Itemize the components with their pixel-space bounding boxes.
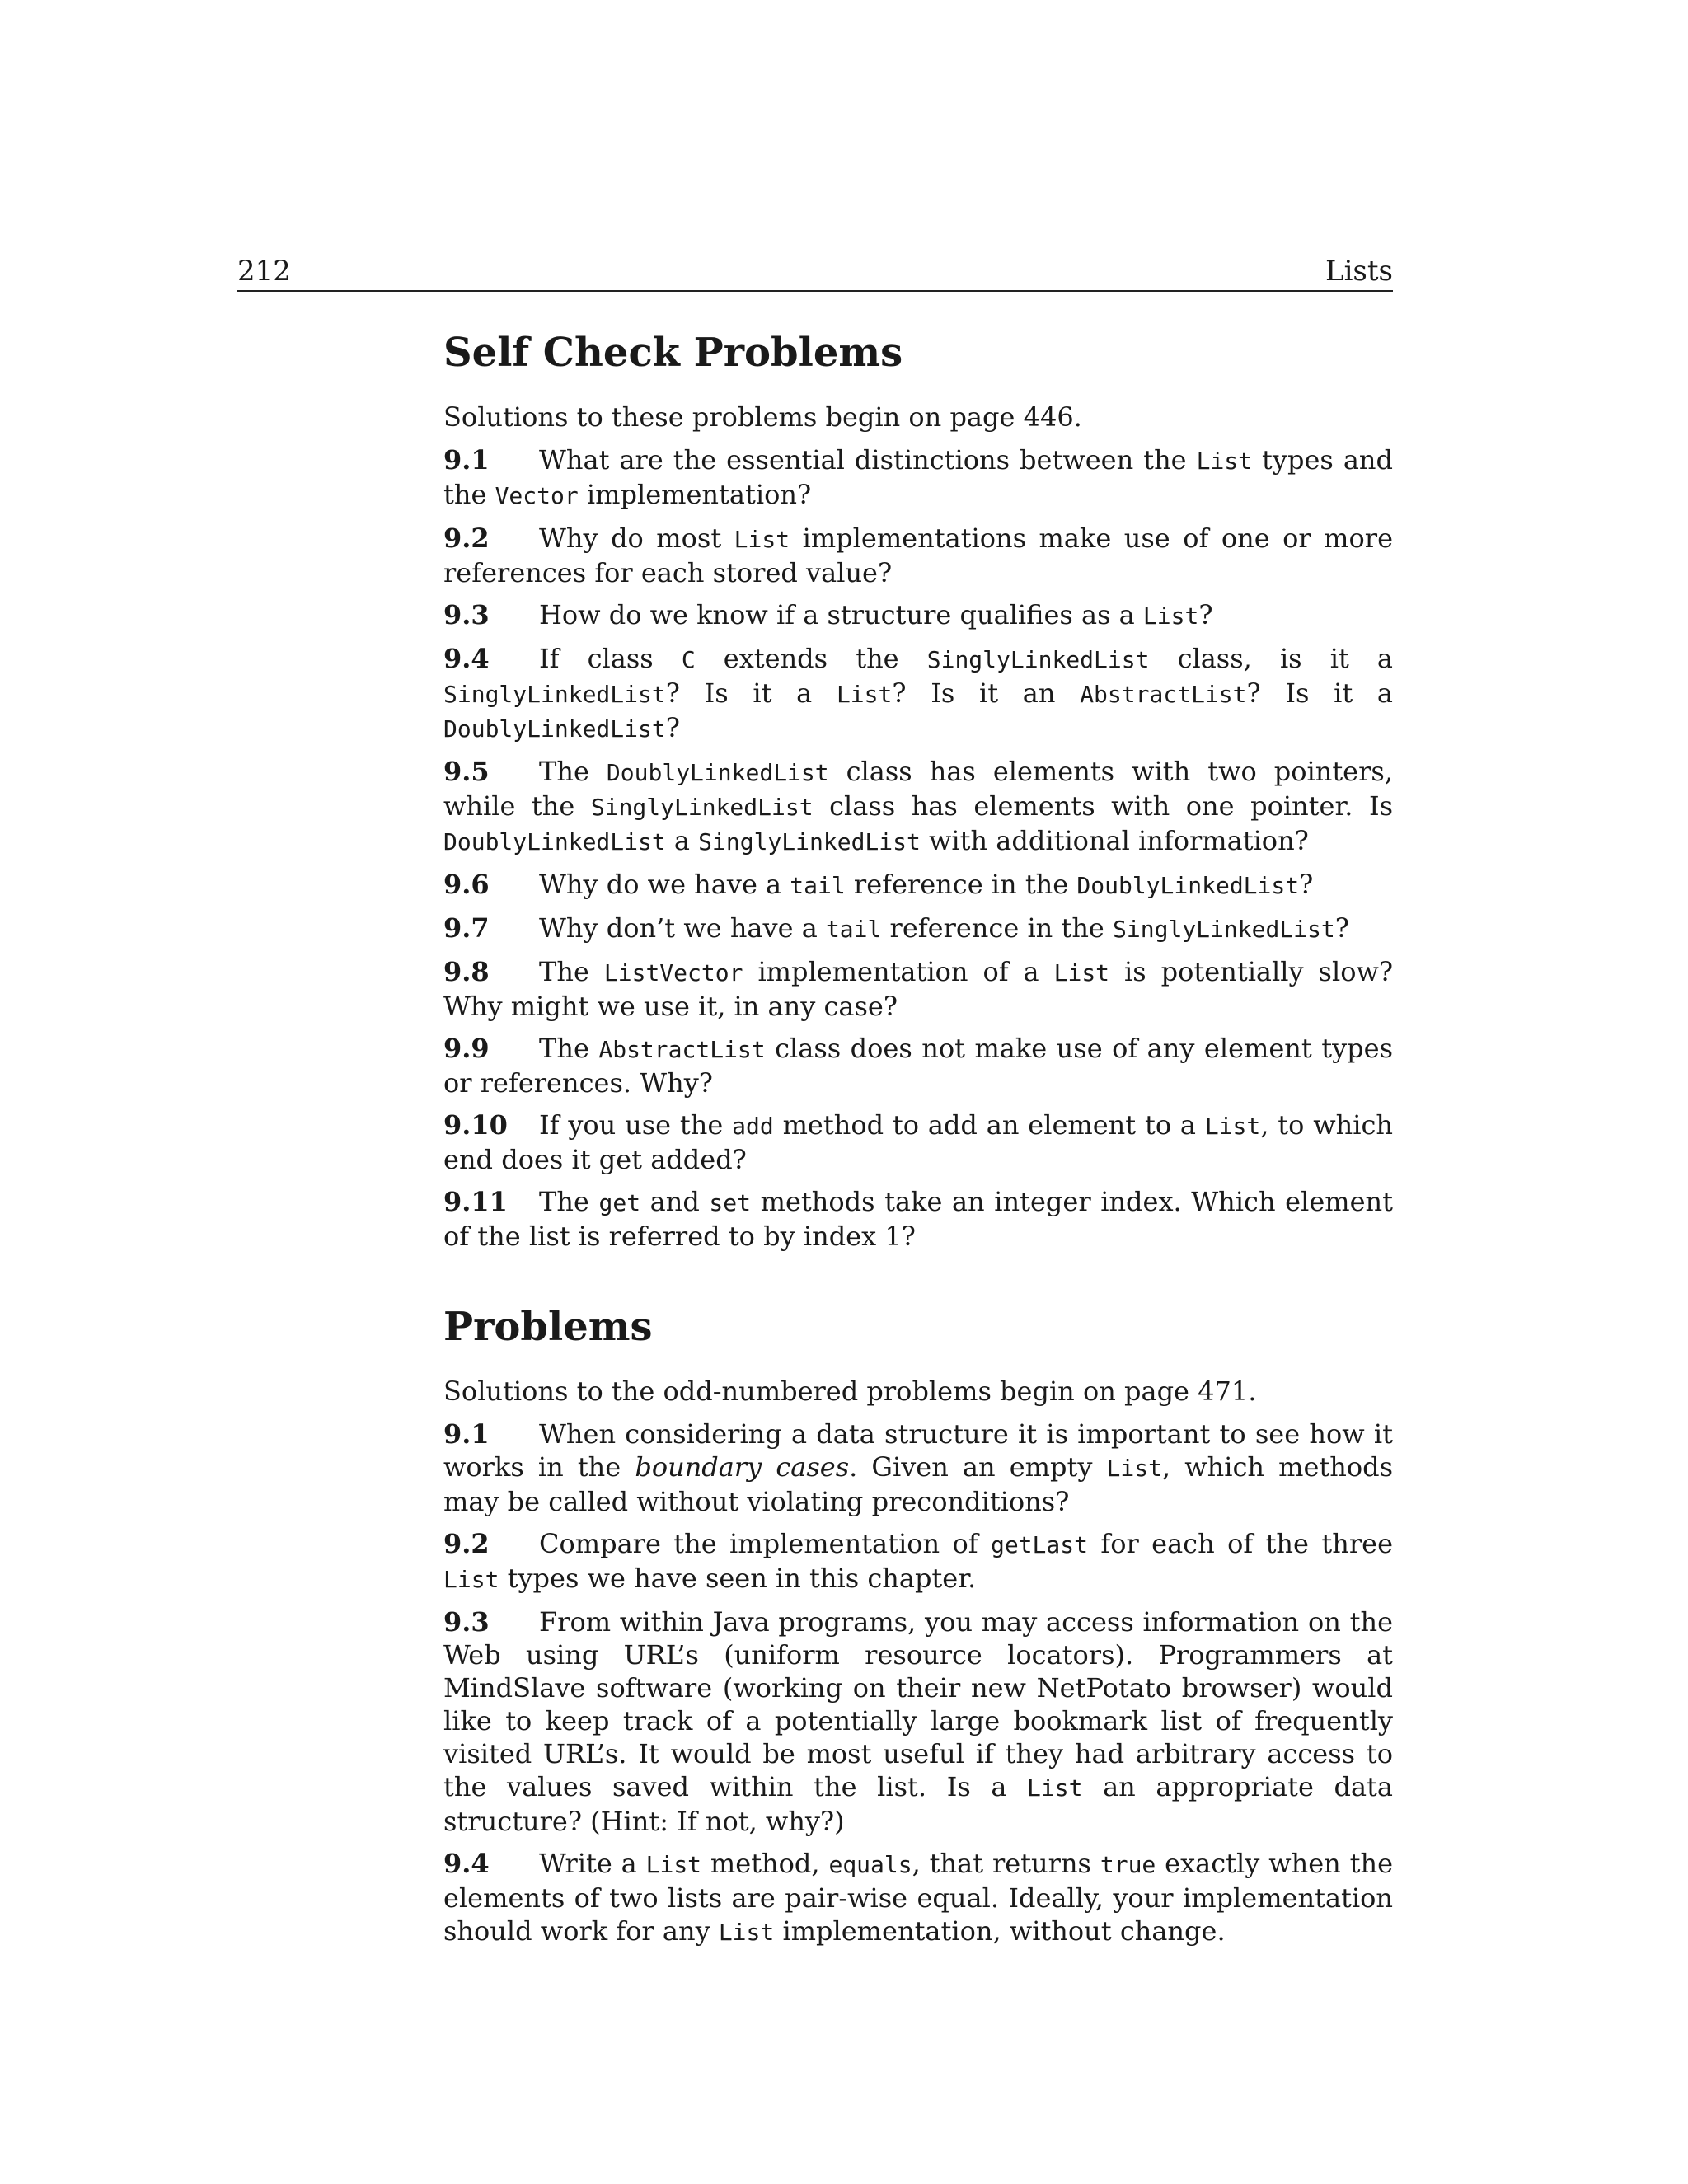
code-text: List bbox=[1196, 448, 1253, 475]
item-text: Compare the implementation of bbox=[539, 1528, 991, 1559]
code-text: List bbox=[734, 526, 790, 553]
code-text: DoublyLinkedList bbox=[443, 828, 666, 855]
code-text: List bbox=[1027, 1774, 1083, 1802]
item-text: If you use the bbox=[539, 1109, 733, 1141]
code-text: add bbox=[732, 1113, 774, 1140]
item-text: a bbox=[665, 825, 699, 856]
item-text: , which methods may be called without violating preconditions? bbox=[443, 1451, 1394, 1517]
self-check-item bbox=[443, 642, 1393, 746]
item-text: implementation of a bbox=[743, 956, 1054, 987]
item-text: If class bbox=[539, 643, 682, 674]
self-check-intro: Solutions to these problems begin on page 446. bbox=[443, 401, 1082, 433]
item-text: extends the bbox=[695, 643, 927, 674]
item-text: Why don’t we have a bbox=[539, 912, 826, 944]
code-text: SinglyLinkedList bbox=[698, 828, 921, 855]
problem-item-number: 9.4 bbox=[443, 1848, 490, 1879]
self-check-item bbox=[443, 522, 1393, 589]
code-text: List bbox=[1204, 1113, 1261, 1140]
self-check-item bbox=[443, 1032, 1393, 1099]
self-check-item-number: 9.10 bbox=[443, 1109, 508, 1141]
code-text: DoublyLinkedList bbox=[443, 715, 666, 743]
self-check-item-number: 9.5 bbox=[443, 756, 490, 787]
self-check-item-number: 9.8 bbox=[443, 956, 490, 987]
item-text: types we have seen in this chapter. bbox=[499, 1563, 977, 1594]
code-text: set bbox=[709, 1189, 751, 1216]
problem-item bbox=[443, 1847, 1393, 1949]
item-text: The bbox=[539, 1033, 599, 1064]
self-check-heading: Self Check Problems bbox=[443, 330, 903, 376]
code-text: List bbox=[1142, 602, 1199, 630]
item-text: . Given an empty bbox=[849, 1451, 1107, 1483]
self-check-item-number: 9.11 bbox=[443, 1186, 508, 1217]
item-text: When considering a data structure it is important to see how it works in the bbox=[443, 1418, 1393, 1483]
item-text: implementation, without change. bbox=[774, 1915, 1226, 1947]
code-text: tail bbox=[825, 916, 882, 943]
item-text: ? Is it a bbox=[665, 677, 837, 709]
item-text: implementation? bbox=[578, 479, 812, 510]
item-text: method to add an element to a bbox=[773, 1109, 1205, 1141]
code-text: List bbox=[718, 1919, 775, 1946]
self-check-item bbox=[443, 1185, 1393, 1253]
problem-item bbox=[443, 1527, 1393, 1596]
self-check-item bbox=[443, 443, 1393, 513]
self-check-item bbox=[443, 955, 1393, 1023]
item-text: for each of the three bbox=[1087, 1528, 1394, 1559]
item-text: methods take an integer index. Which element of the list is referred to by index 1? bbox=[443, 1186, 1393, 1252]
code-text: DoublyLinkedList bbox=[1076, 872, 1300, 899]
item-text: with additional information? bbox=[920, 825, 1309, 856]
item-text: implementations make use of one or more references for each stored value? bbox=[443, 523, 1393, 588]
item-text: ? Is it an bbox=[892, 677, 1081, 709]
code-text: Vector bbox=[495, 482, 579, 509]
item-text: The bbox=[539, 956, 604, 987]
item-text: reference in the bbox=[845, 869, 1077, 900]
code-text: SinglyLinkedList bbox=[443, 681, 666, 708]
page-content bbox=[443, 328, 1393, 1958]
code-text: List bbox=[1106, 1455, 1162, 1482]
self-check-item-number: 9.1 bbox=[443, 444, 490, 476]
chapter-title: Lists bbox=[1325, 255, 1393, 288]
emphasis-text: boundary cases bbox=[635, 1451, 850, 1483]
problem-item-number: 9.1 bbox=[443, 1418, 490, 1450]
self-check-item-number: 9.6 bbox=[443, 869, 490, 900]
running-head bbox=[237, 252, 1393, 292]
self-check-item bbox=[443, 1108, 1393, 1176]
code-text: equals bbox=[828, 1851, 912, 1878]
code-text: DoublyLinkedList bbox=[606, 759, 829, 786]
problems-intro: Solutions to the odd-numbered problems begin on page 471. bbox=[443, 1376, 1257, 1407]
problem-item bbox=[443, 1418, 1393, 1518]
item-text: is potentially slow? Why might we use it, in any case? bbox=[443, 956, 1393, 1022]
item-text: method, bbox=[701, 1848, 829, 1879]
item-text: reference in the bbox=[881, 912, 1114, 944]
item-text: exactly when the elements of two lists are pair-wise equal. Ideally, your implementation should work for any bbox=[443, 1848, 1394, 1947]
item-text: ? bbox=[1198, 599, 1213, 630]
code-text: C bbox=[681, 646, 696, 673]
self-check-item bbox=[443, 598, 1393, 633]
code-text: List bbox=[443, 1566, 499, 1593]
item-text: class, is it a bbox=[1149, 643, 1394, 674]
item-text: How do we know if a structure qualifies as a bbox=[539, 599, 1143, 630]
code-text: ListVector bbox=[603, 959, 743, 987]
self-check-item bbox=[443, 912, 1393, 946]
self-check-item bbox=[443, 868, 1393, 902]
self-check-item-number: 9.9 bbox=[443, 1033, 490, 1064]
item-text: types and the bbox=[443, 444, 1393, 510]
problems-heading: Problems bbox=[443, 1304, 653, 1350]
self-check-item-number: 9.4 bbox=[443, 643, 490, 674]
code-text: List bbox=[645, 1851, 702, 1878]
item-text: ? bbox=[1334, 912, 1349, 944]
page-number: 212 bbox=[237, 255, 291, 288]
item-text: and bbox=[640, 1186, 710, 1217]
item-text: What are the essential distinctions between the bbox=[539, 444, 1197, 476]
code-text: SinglyLinkedList bbox=[926, 646, 1150, 673]
code-text: List bbox=[1053, 959, 1110, 987]
self-check-item-number: 9.7 bbox=[443, 912, 490, 944]
code-text: tail bbox=[790, 872, 846, 899]
item-text: The bbox=[539, 756, 607, 787]
item-text: class has elements with one pointer. Is bbox=[813, 790, 1394, 822]
item-text: The bbox=[539, 1186, 599, 1217]
item-text: , to which end does it get added? bbox=[443, 1109, 1394, 1175]
item-text: Why do we have a bbox=[539, 869, 790, 900]
problems-list bbox=[443, 1418, 1393, 1949]
problem-item bbox=[443, 1605, 1393, 1838]
code-text: SinglyLinkedList bbox=[1113, 916, 1335, 943]
self-check-item bbox=[443, 755, 1393, 859]
self-check-list bbox=[443, 443, 1393, 1253]
item-text: From within Java programs, you may access information on the Web using URL’s (uniform resource locators). Programmers at MindSlave software (working on their new NetPotato browser) would like to keep track of a potentially large bookmark list of frequently visited URL’s. It would be most useful if they had arbitrary access to the values saved within the list. Is a bbox=[443, 1606, 1393, 1802]
code-text: get bbox=[598, 1189, 641, 1216]
item-text: class does not make use of any element types or references. Why? bbox=[443, 1033, 1394, 1099]
self-check-item-number: 9.2 bbox=[443, 523, 490, 554]
item-text: ? bbox=[1299, 869, 1314, 900]
item-text: Why do most bbox=[539, 523, 734, 554]
item-text: ? bbox=[665, 712, 680, 743]
code-text: List bbox=[836, 681, 893, 708]
code-text: AbstractList bbox=[598, 1036, 766, 1063]
item-text: ? Is it a bbox=[1246, 677, 1394, 709]
problem-item-number: 9.2 bbox=[443, 1528, 490, 1559]
code-text: getLast bbox=[990, 1531, 1088, 1558]
item-text: an appropriate data structure? (Hint: If not, why?) bbox=[443, 1771, 1393, 1837]
item-text: , that returns bbox=[912, 1848, 1100, 1879]
item-text: Write a bbox=[539, 1848, 646, 1879]
code-text: AbstractList bbox=[1080, 681, 1247, 708]
item-text: class has elements with two pointers, while the bbox=[443, 756, 1394, 822]
problem-item-number: 9.3 bbox=[443, 1606, 490, 1638]
self-check-item-number: 9.3 bbox=[443, 599, 490, 630]
code-text: true bbox=[1100, 1851, 1156, 1878]
code-text: SinglyLinkedList bbox=[590, 794, 814, 821]
